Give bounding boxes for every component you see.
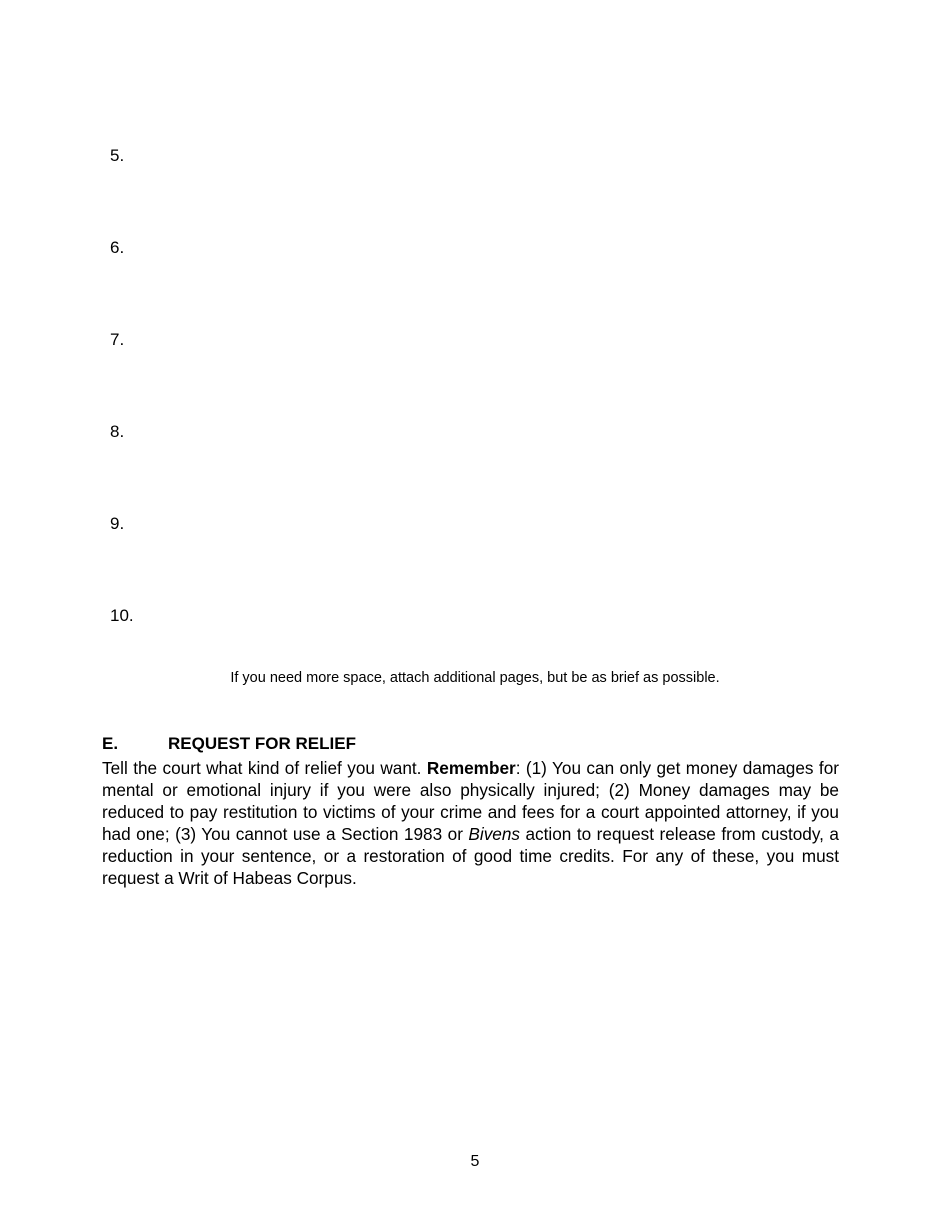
section-heading [102, 734, 356, 754]
additional-space-note: If you need more space, attach additional pages, but be as brief as possible. [230, 670, 720, 686]
remember-label: Remember [426, 758, 516, 778]
page-number: 5 [470, 1153, 480, 1170]
relief-instructions [102, 757, 839, 889]
item-number-8: 8. [110, 422, 125, 441]
item-number-5: 5. [110, 146, 125, 165]
item-number-6: 6. [110, 238, 125, 257]
section-title: REQUEST FOR RELIEF [168, 734, 356, 753]
section-letter: E. [102, 734, 119, 753]
bivens-term: Bivens [468, 824, 521, 844]
item-number-9: 9. [110, 514, 125, 533]
instructions-intro: Tell the court what kind of relief you want. [102, 758, 427, 778]
instructions-text-1: : (1) You can only get money damages for mental or emotional injury if you were also physically injured; (2) Money damages may be reduced to pay restitution to victims of your crime and fees for a court appointed attorney, if you had one; (3) You cannot use a Section 1983 or [102, 758, 839, 844]
instructions-text-2: action to request release from custody, a reduction in your sentence, or a restoration of good time credits. For any of these, you must request a Writ of Habeas Corpus. [102, 824, 839, 888]
item-number-7: 7. [110, 330, 125, 349]
item-number-10: 10. [110, 606, 134, 625]
